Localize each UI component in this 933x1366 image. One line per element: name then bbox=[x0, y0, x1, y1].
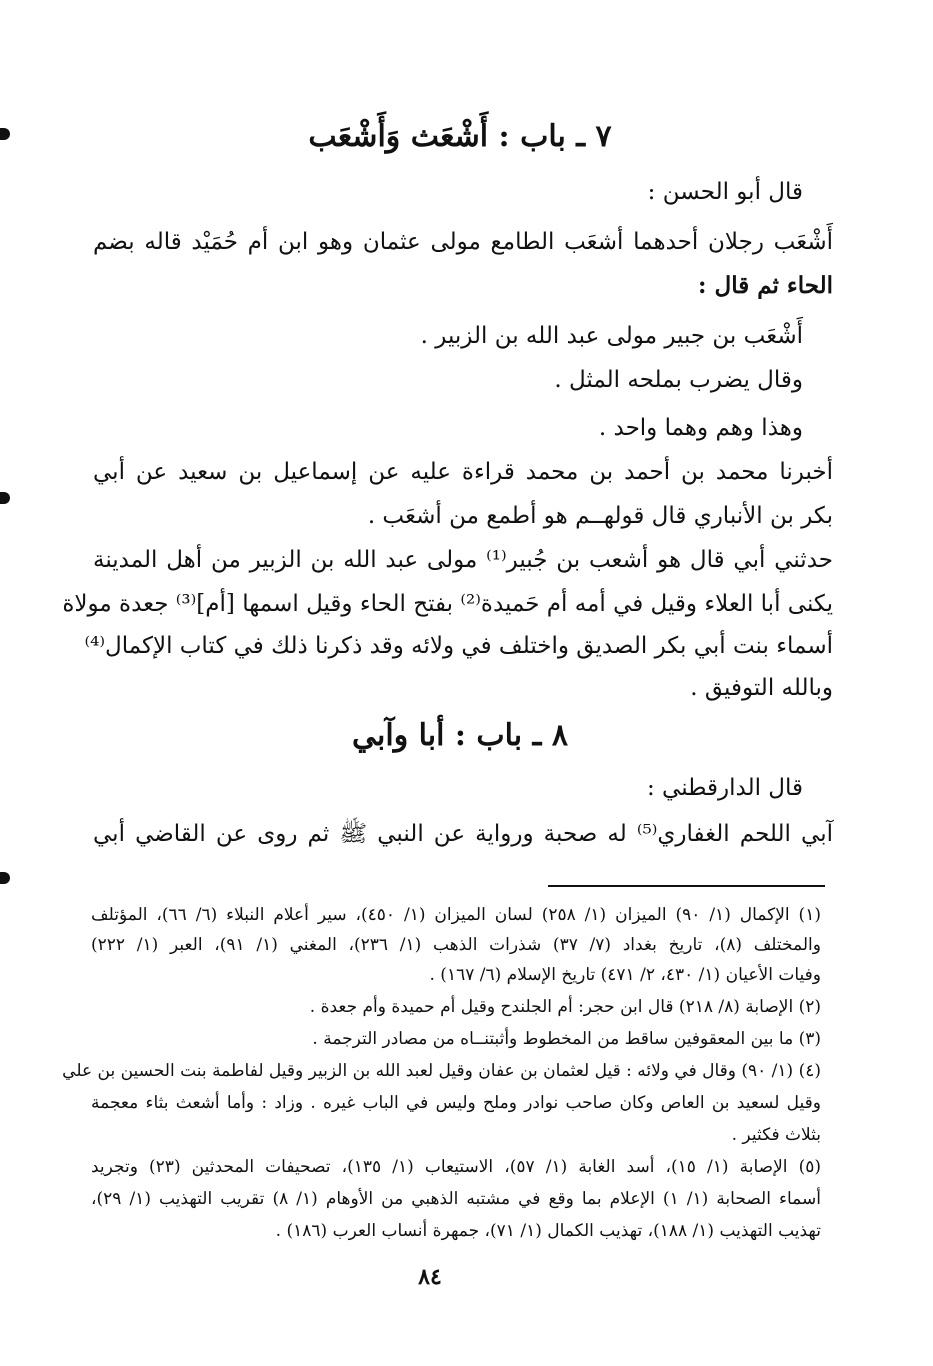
chapter-heading-8: ٨ ـ باب : أبا وآبي bbox=[352, 718, 568, 753]
body-line: أسماء بنت أبي بكر الصديق واختلف في ولائه وقد ذكرنا ذلك في كتاب الإكمال⁽⁴⁾ bbox=[84, 633, 833, 659]
body-line: بكر بن الأنباري قال قولهــم هو أطمع من أشعَب . bbox=[367, 503, 833, 529]
page-number: ٨٤ bbox=[418, 1264, 442, 1290]
body-line: أَشْعَب بن جبير مولى عبد الله بن الزبير . bbox=[420, 323, 803, 349]
body-line: قال أبو الحسن : bbox=[647, 179, 803, 205]
body-line: أَشْعَب رجلان أحدهما أشعَب الطامع مولى عثمان وهو ابن أم حُمَيْد قاله بضم bbox=[93, 229, 833, 255]
body-line: آبي اللحم الغفاري⁽⁵⁾ له صحبة ورواية عن النبي ﷺ ثم روى عن القاضي أبي bbox=[93, 821, 833, 847]
footnote-line: (٢) الإصابة (٨/ ٢١٨) قال ابن حجر: أم الجلندح وقيل أم حميدة وأم جعدة . bbox=[309, 997, 821, 1017]
footnote-line: بثلاث فكثير . bbox=[731, 1125, 821, 1145]
page-edge-mark bbox=[0, 492, 10, 504]
page-edge-mark bbox=[0, 128, 10, 140]
page-edge-mark bbox=[0, 872, 10, 884]
body-line: حدثني أبي قال هو أشعب بن جُبير⁽¹⁾ مولى عبد الله بن الزبير من أهل المدينة bbox=[93, 547, 833, 573]
body-line: أخبرنا محمد بن أحمد بن محمد قراءة عليه عن إسماعيل بن سعيد عن أبي bbox=[93, 459, 833, 485]
footnote-line: تهذيب التهذيب (١/ ١٨٨)، تهذيب الكمال (١/ ٧١)، جمهرة أنساب العرب (١٨٦) . bbox=[275, 1221, 821, 1241]
body-line: وبالله التوفيق . bbox=[690, 675, 833, 701]
body-line: وقال يضرب بملحه المثل . bbox=[554, 367, 803, 393]
footnote-line: أسماء الصحابة (١/ ١) الإعلام بما وقع في مشتبه الذهبي من الأوهام (١/ ٨) تقريب التهذيب (١/ ٢٩)، bbox=[91, 1189, 821, 1209]
footnote-line: (٤) (١/ ٩٠) وقال في ولائه : قيل لعثمان بن عفان وقيل لعبد الله بن الزبير وقيل لفاطمة بنت الحسين بن علي bbox=[62, 1061, 821, 1081]
footnote-divider bbox=[548, 885, 825, 887]
footnote-line: (٣) ما بين المعقوفين ساقط من المخطوط وأثبتنــاه من مصادر الترجمة . bbox=[312, 1029, 821, 1049]
footnote-line: (١) الإكمال (١/ ٩٠) الميزان (١/ ٢٥٨) لسان الميزان (١/ ٤٥٠)، سير أعلام النبلاء (٦/ ٦٦)، المؤتلف bbox=[91, 905, 821, 925]
body-line: الحاء ثم قال : bbox=[697, 272, 833, 299]
chapter-heading-7: ٧ ـ باب : أَشْعَث وَأَشْعَب bbox=[308, 119, 612, 154]
body-line: وهذا وهم وهما واحد . bbox=[598, 415, 803, 441]
footnote-line: وفيات الأعيان (١/ ٤٣٠، ٢/ ٤٧١) تاريخ الإسلام (٦/ ١٦٧) . bbox=[429, 965, 821, 985]
footnote-line: والمختلف (٨)، تاريخ بغداد (٧/ ٣٧) شذرات الذهب (١/ ٢٣٦)، المغني (١/ ٩١)، العبر (١/ ٢٢٢) bbox=[91, 935, 821, 955]
body-line: يكنى أبا العلاء وقيل في أمه أم حَميدة⁽²⁾ بفتح الحاء وقيل اسمها [أم]⁽³⁾ جعدة مولاة bbox=[62, 591, 833, 617]
footnote-line: وقيل لسعيد بن العاص وكان صاحب نوادر وملح وليس في الباب غيره . وزاد : وأما أشعث بثاء معجمة bbox=[91, 1093, 821, 1113]
body-line: قال الدارقطني : bbox=[646, 775, 803, 801]
footnote-line: (٥) الإصابة (١/ ١٥)، أسد الغابة (١/ ٥٧)، الاستيعاب (١/ ١٣٥)، تصحيفات المحدثين (٢٣) وتجريد bbox=[91, 1157, 821, 1177]
